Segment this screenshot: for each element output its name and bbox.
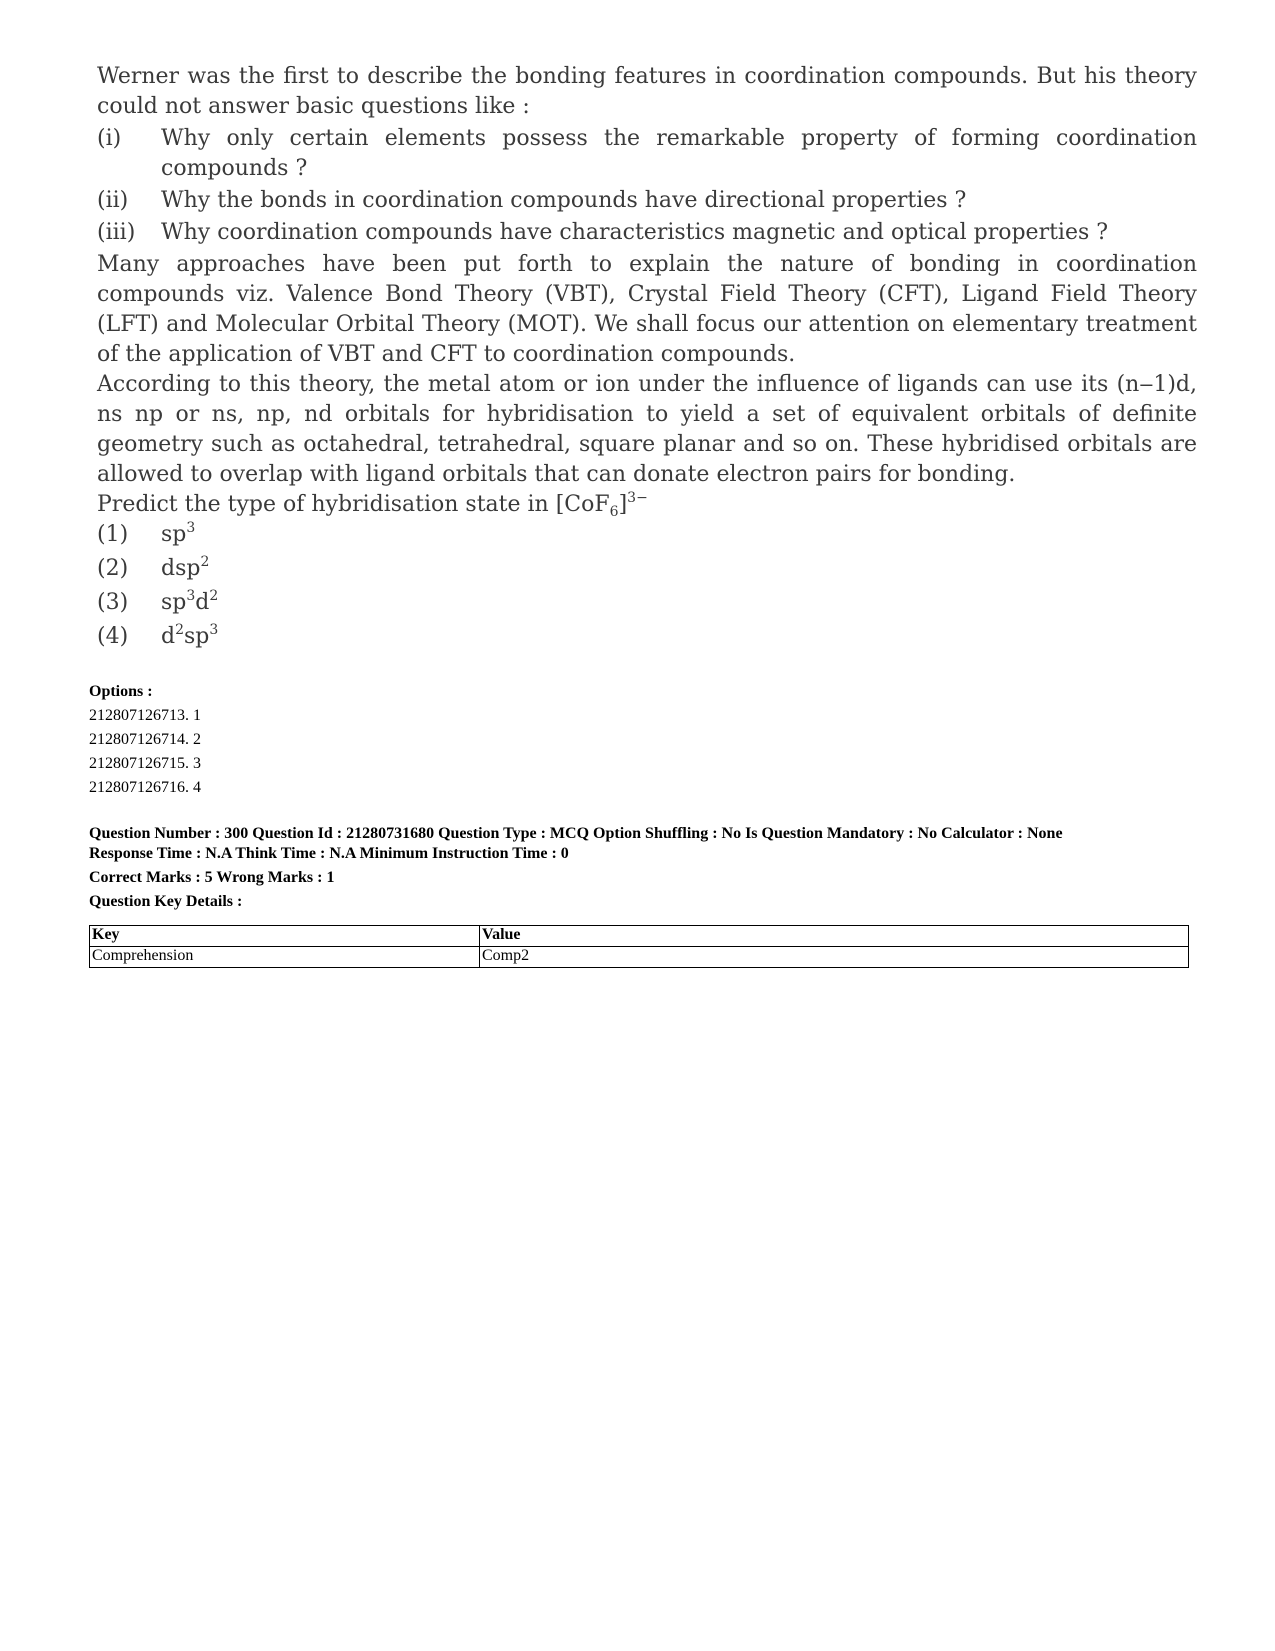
answer-choice-number: (3) xyxy=(97,590,129,615)
answer-choice xyxy=(97,588,1197,622)
answer-choice-formula xyxy=(161,622,218,652)
passage-question-item xyxy=(97,124,1197,184)
table-header-value: Value xyxy=(480,926,1189,947)
table-header-key: Key xyxy=(90,926,480,947)
table-cell-key: Comprehension xyxy=(90,947,480,968)
formula-superscript: 2 xyxy=(200,554,210,570)
answer-choice-formula xyxy=(161,520,195,550)
question-stem-superscript: 3− xyxy=(627,490,648,506)
formula-superscript: 3 xyxy=(186,520,196,536)
question-item-text: Why only certain elements possess the remarkable property of forming coordination compounds ? xyxy=(161,126,1197,181)
formula-part: sp xyxy=(161,522,187,547)
question-item-number: (ii) xyxy=(97,188,129,213)
comprehension-passage xyxy=(97,62,1197,656)
question-info-block xyxy=(89,824,1199,912)
passage-paragraph-vbt: According to this theory, the metal atom or ion under the influence of ligands can use its (n‒1)d, ns np or ns, np, nd orbitals for hybridisation to yield a set of equivalent orbitals of definite geometry such as octahedral, tetrahedral, square planar and so on. These hybridised orbitals are allowed to overlap with ligand orbitals that can donate electron pairs for bonding. xyxy=(97,372,1197,487)
question-stem-bracket: ] xyxy=(618,492,628,517)
question-stem xyxy=(97,490,1197,520)
answer-choice xyxy=(97,622,1197,656)
answer-choice-formula xyxy=(161,554,209,584)
option-id-item: 212807126715. 3 xyxy=(89,755,201,772)
table-cell-value: Comp2 xyxy=(480,947,1189,968)
formula-superscript: 2 xyxy=(175,622,185,638)
table-row xyxy=(90,947,1189,968)
formula-superscript: 3 xyxy=(186,588,196,604)
question-stem-text: Predict the type of hybridisation state in [CoF xyxy=(97,492,610,517)
passage-intro: Werner was the first to describe the bonding features in coordination compounds. But his theory could not answer basic questions like : xyxy=(97,64,1197,119)
formula-superscript: 2 xyxy=(209,588,219,604)
passage-paragraph-approaches: Many approaches have been put forth to explain the nature of bonding in coordination compounds viz. Valence Bond Theory (VBT), Crystal Field Theory (CFT), Ligand Field Theory (LFT) and Molecular Orbital Theory (MOT). We shall focus our attention on elementary treatment of the application of VBT and CFT to coordination compounds. xyxy=(97,252,1197,367)
table-header-row xyxy=(90,926,1189,947)
question-timing-line: Response Time : N.A Think Time : N.A Minimum Instruction Time : 0 xyxy=(89,845,569,862)
question-stem-subscript: 6 xyxy=(609,504,619,520)
option-id-item: 212807126714. 2 xyxy=(89,731,201,748)
question-info-line: Question Number : 300 Question Id : 21280731680 Question Type : MCQ Option Shuffling : No Is Question Mandatory : No Calculator : None xyxy=(89,825,1063,842)
question-key-table xyxy=(89,925,1189,968)
answer-choice xyxy=(97,520,1197,554)
question-item-text: Why coordination compounds have characteristics magnetic and optical properties ? xyxy=(161,220,1109,245)
question-marks-line: Correct Marks : 5 Wrong Marks : 1 xyxy=(89,869,335,886)
passage-question-item xyxy=(97,186,1197,216)
answer-choice-number: (2) xyxy=(97,556,129,581)
options-label: Options : xyxy=(89,683,153,700)
question-item-number: (iii) xyxy=(97,220,136,245)
question-item-number: (i) xyxy=(97,126,122,151)
formula-part: sp xyxy=(161,590,187,615)
question-item-text: Why the bonds in coordination compounds have directional properties ? xyxy=(161,188,967,213)
passage-question-item xyxy=(97,218,1197,248)
option-id-item: 212807126713. 1 xyxy=(89,707,201,724)
formula-part: sp xyxy=(184,624,210,649)
formula-part: d xyxy=(195,590,210,615)
answer-choice-number: (1) xyxy=(97,522,129,547)
formula-superscript: 3 xyxy=(209,622,219,638)
answer-choice-formula xyxy=(161,588,218,618)
formula-part: d xyxy=(161,624,176,649)
option-id-item: 212807126716. 4 xyxy=(89,779,201,796)
answer-choice-number: (4) xyxy=(97,624,129,649)
answer-choice xyxy=(97,554,1197,588)
formula-part: dsp xyxy=(161,556,201,581)
options-block xyxy=(89,682,201,802)
question-key-details-label: Question Key Details : xyxy=(89,893,243,910)
